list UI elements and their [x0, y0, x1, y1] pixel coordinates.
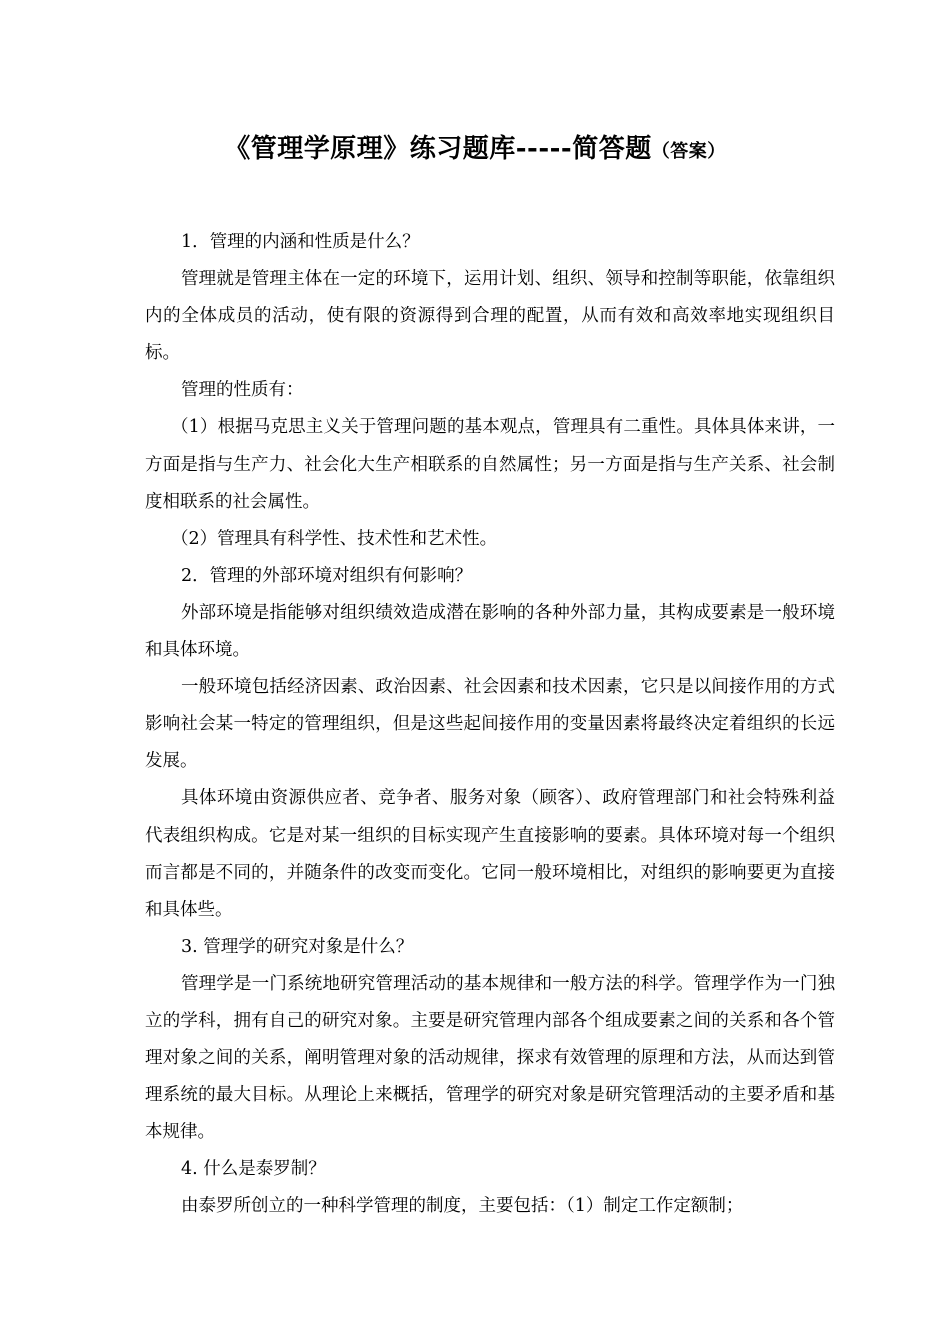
question-4: 4. 什么是泰罗制？: [181, 1159, 326, 1180]
answer-paragraph: 管理就是管理主体在一定的环境下，运用计划、组织、领导和控制等职能，依靠组织内的全体成员的活动，使有限的资源得到合理的配置，从而有效和高效率地实现组织目标。: [145, 269, 835, 364]
document-body: [145, 224, 835, 1226]
answer-paragraph: 一般环境包括经济因素、政治因素、社会因素和技术因素，它只是以间接作用的方式影响社会某一特定的管理组织，但是这些起间接作用的变量因素将最终决定着组织的长远发展。: [145, 677, 835, 772]
answer-list-item: （1）根据马克思主义关于管理问题的基本观点，管理具有二重性。具体具体来讲，一方面是指与生产力、社会化大生产相联系的自然属性；另一方面是指与生产关系、社会制度相联系的社会属性。: [145, 417, 835, 512]
question-1: 1．管理的内涵和性质是什么？: [181, 232, 420, 252]
answer-paragraph: 具体环境由资源供应者、竞争者、服务对象（顾客）、政府管理部门和社会特殊利益代表组织构成。它是对某一组织的目标实现产生直接影响的要素。具体环境对每一个组织而言都是不同的，并随条件的改变而变化。它同一般环境相比，对组织的影响要更为直接和具体些。: [145, 788, 835, 920]
title-main: 《管理学原理》练习题库-----简答题: [224, 134, 652, 164]
document-title: [0, 128, 950, 165]
answer-paragraph: 管理学是一门系统地研究管理活动的基本规律和一般方法的科学。管理学作为一门独立的学科，拥有自己的研究对象。主要是研究管理内部各个组成要素之间的关系和各个管理对象之间的关系，阐明管理对象的活动规律，探求有效管理的原理和方法，从而达到管理系统的最大目标。从理论上来概括，管理学的研究对象是研究管理活动的主要矛盾和基本规律。: [145, 973, 835, 1143]
answer-list-item: （2）管理具有科学性、技术性和艺术性。: [171, 528, 498, 549]
question-3: 3. 管理学的研究对象是什么？: [181, 936, 414, 957]
answer-paragraph: 由泰罗所创立的一种科学管理的制度，主要包括：（1）制定工作定额制；: [181, 1196, 744, 1217]
question-2: 2．管理的外部环境对组织有何影响？: [181, 565, 473, 586]
answer-paragraph: 管理的性质有：: [181, 380, 304, 401]
title-suffix: （答案）: [651, 141, 726, 162]
answer-paragraph: 外部环境是指能够对组织绩效造成潜在影响的各种外部力量，其构成要素是一般环境和具体环境。: [145, 602, 835, 661]
